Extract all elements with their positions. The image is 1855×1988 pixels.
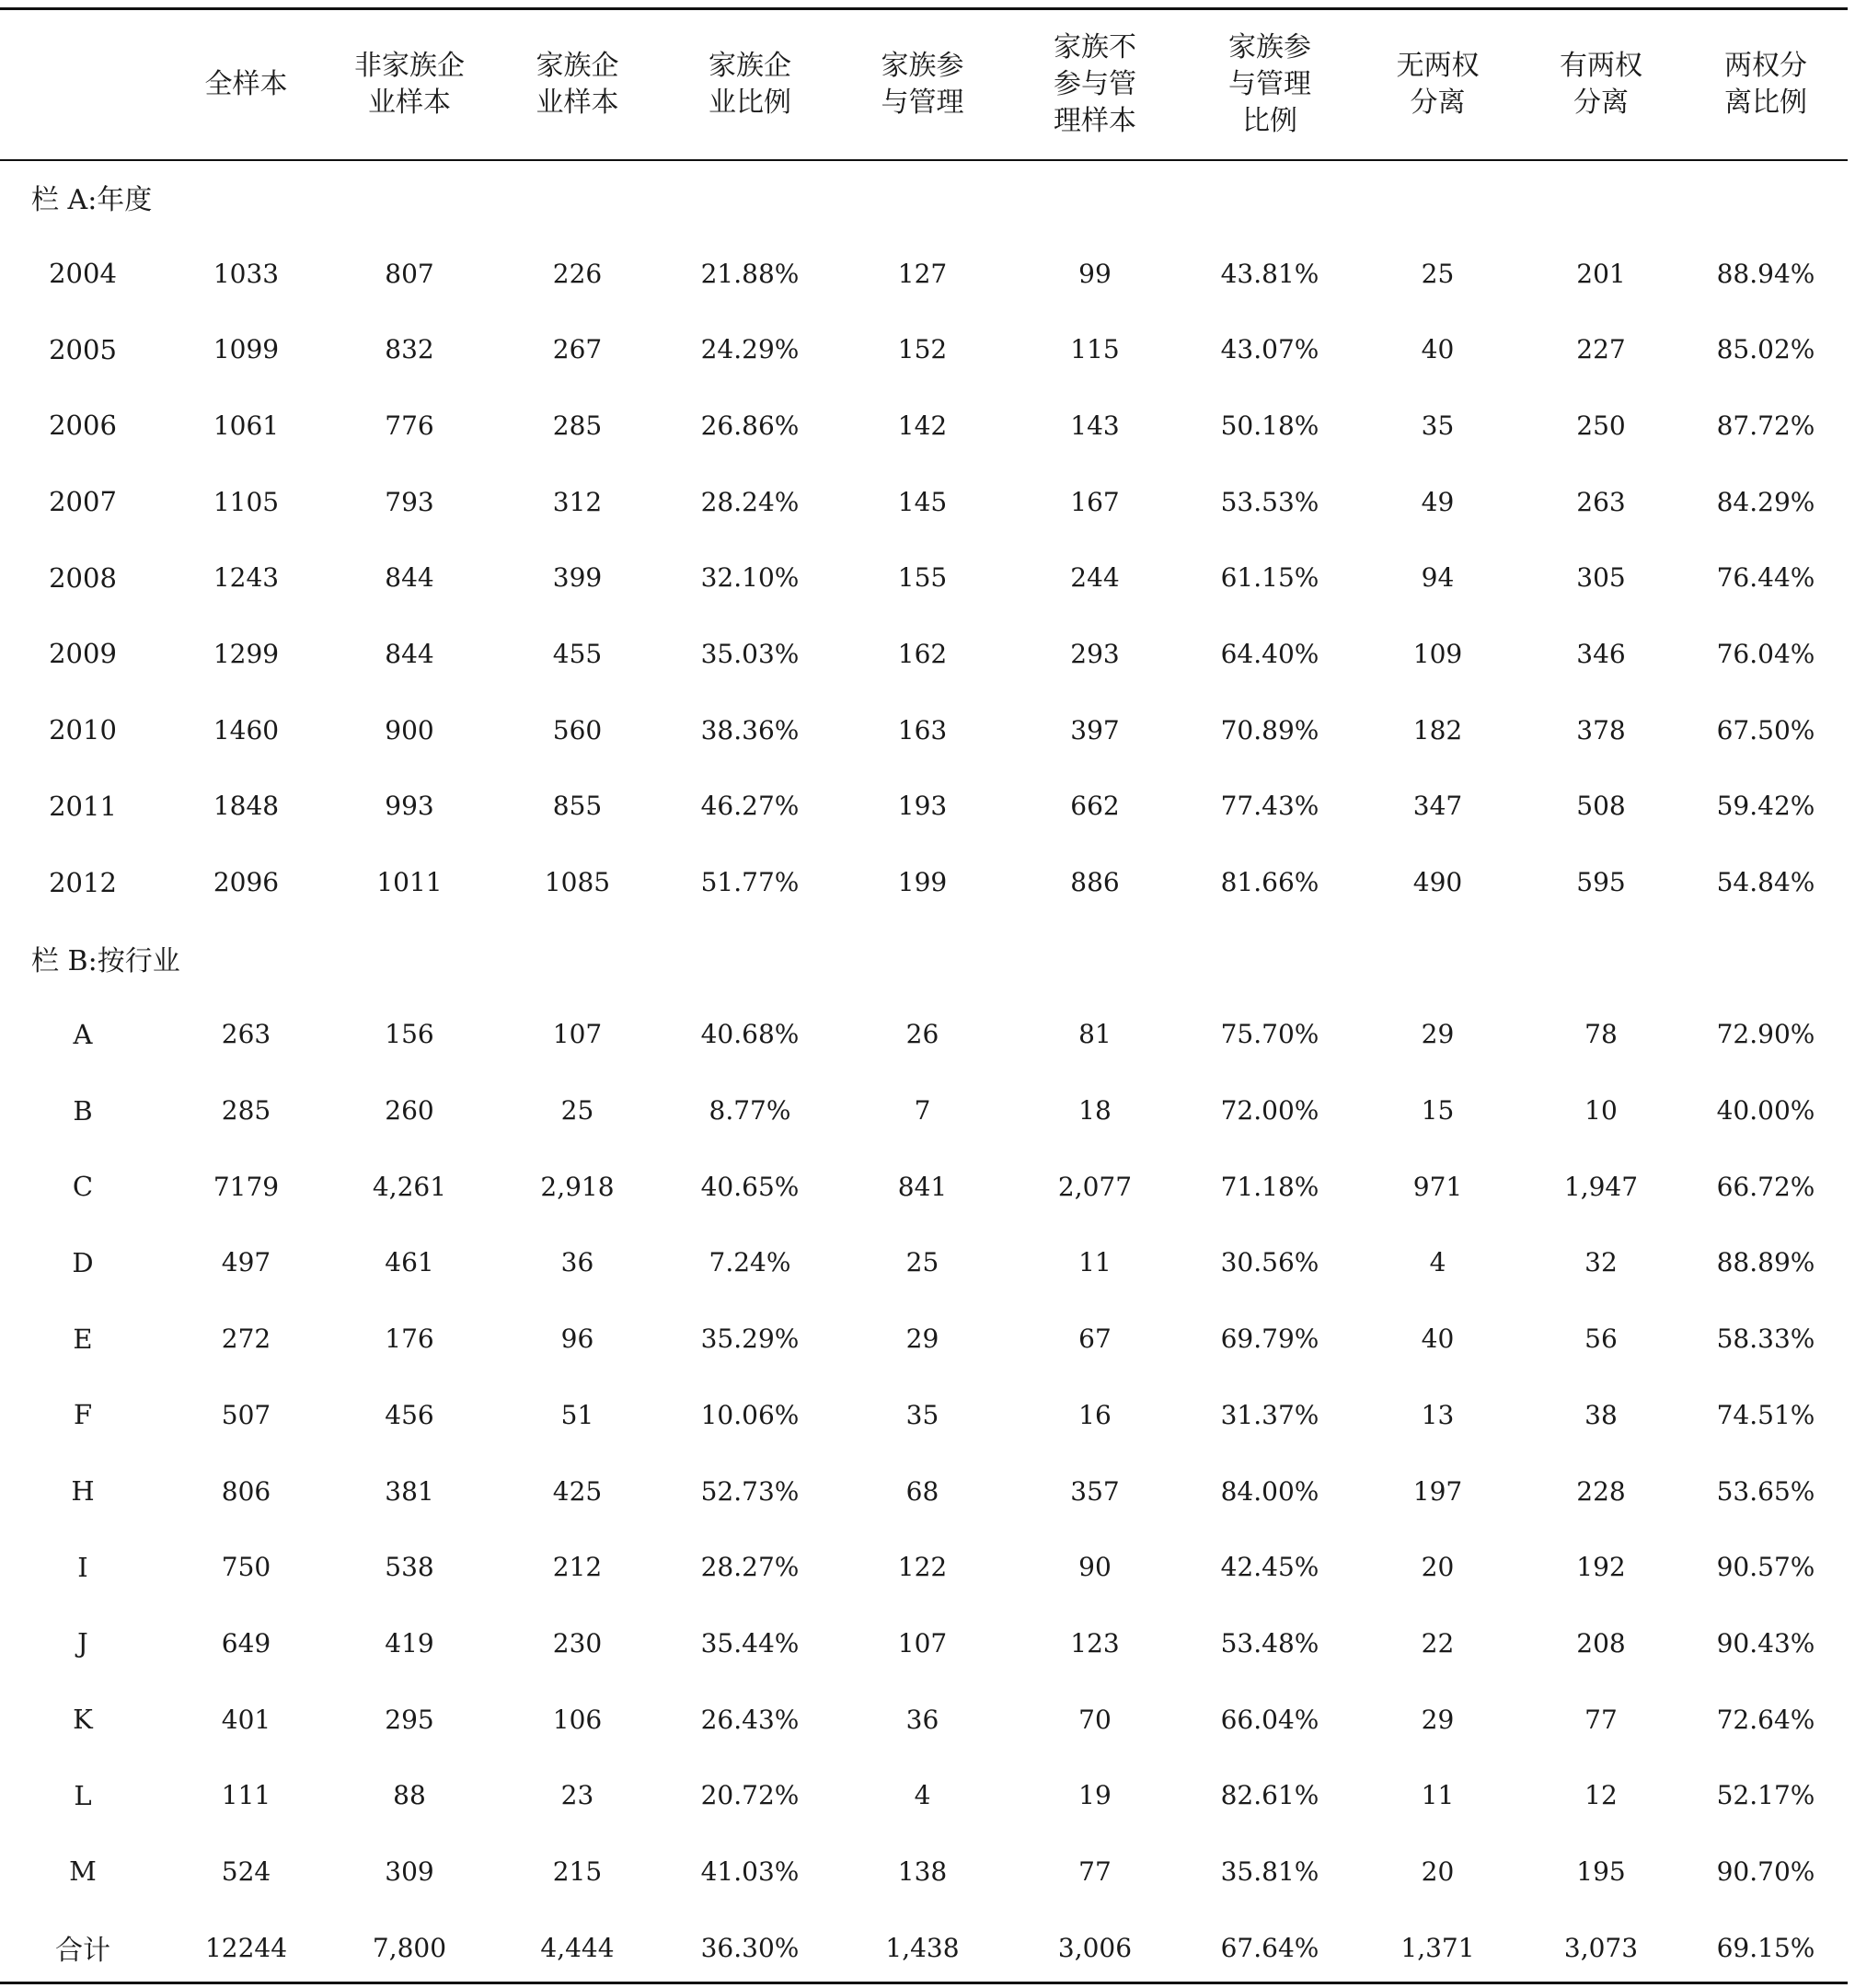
table-cell: 182: [1412, 714, 1463, 746]
table-cell: 22: [1421, 1627, 1455, 1659]
table-row: [0, 387, 1848, 464]
table-row: [0, 1833, 1848, 1910]
table-cell: 94: [1421, 562, 1455, 594]
total-row: [0, 1910, 1848, 1986]
table-cell: 993: [385, 791, 434, 822]
table-cell: 75.70%: [1220, 1019, 1319, 1050]
table-cell: 28.27%: [700, 1552, 800, 1583]
table-cell: 10.06%: [700, 1399, 800, 1430]
column-header-3: 家族企 业样本: [536, 50, 619, 119]
panel-b-title-row: [0, 920, 1848, 997]
table-cell: 295: [385, 1704, 434, 1735]
table-cell: 49: [1421, 486, 1455, 517]
column-header-8: 无两权 分离: [1396, 50, 1480, 119]
table-cell: 25: [905, 1247, 939, 1278]
table-cell: 455: [552, 638, 603, 669]
table-cell: 52.17%: [1716, 1780, 1815, 1811]
table-cell: 15: [1421, 1095, 1455, 1127]
table-row: [0, 1529, 1848, 1605]
table-cell: 1105: [213, 486, 280, 517]
table-row: [0, 1377, 1848, 1453]
table-cell: 1099: [213, 334, 280, 365]
table-cell: 67: [1078, 1323, 1112, 1355]
table-cell: 96: [560, 1323, 594, 1355]
table-cell: 38: [1584, 1399, 1618, 1430]
table-cell: 192: [1576, 1552, 1626, 1583]
column-header-2: 非家族企 业样本: [354, 50, 465, 119]
table-cell: 11: [1421, 1780, 1455, 1811]
table-cell: 176: [385, 1323, 434, 1355]
table-cell: 90.70%: [1716, 1855, 1815, 1887]
table-cell: 122: [897, 1552, 948, 1583]
table-cell: 886: [1070, 867, 1120, 898]
table-cell: 90: [1078, 1552, 1112, 1583]
table-cell: 77: [1584, 1704, 1618, 1735]
table-cell: 312: [552, 486, 603, 517]
table-cell: 419: [385, 1627, 434, 1659]
table-cell: 263: [1576, 486, 1626, 517]
table-cell: 260: [385, 1095, 434, 1127]
row-label: 2007: [49, 486, 117, 518]
row-label: J: [77, 1627, 88, 1659]
table-cell: 77: [1078, 1855, 1112, 1887]
table-cell: 50.18%: [1220, 410, 1319, 441]
table-cell: 58.33%: [1716, 1323, 1815, 1355]
table-cell: 1011: [376, 867, 443, 898]
panel-a-title-row: [0, 159, 1848, 236]
row-label: 2005: [49, 333, 117, 365]
table-cell: 1085: [544, 867, 611, 898]
table-cell: 52.73%: [700, 1475, 800, 1507]
table-cell: 35.81%: [1220, 1855, 1319, 1887]
table-cell: 88.89%: [1716, 1247, 1815, 1278]
table-cell: 226: [552, 258, 603, 289]
table-cell: 193: [897, 791, 948, 822]
table-cell: 7.24%: [709, 1247, 791, 1278]
table-cell: 227: [1576, 334, 1626, 365]
table-cell: 538: [385, 1552, 434, 1583]
table-cell: 401: [221, 1704, 271, 1735]
table-cell: 832: [385, 334, 434, 365]
row-label: 2009: [49, 638, 117, 670]
table-row: [0, 692, 1848, 769]
row-label: L: [74, 1779, 92, 1811]
table-cell: 461: [385, 1247, 434, 1278]
table-cell: 201: [1576, 258, 1626, 289]
table-cell: 844: [385, 638, 434, 669]
column-header-4: 家族企 业比例: [709, 50, 791, 119]
table-cell: 78: [1584, 1019, 1618, 1050]
table-cell: 347: [1412, 791, 1463, 822]
table-cell: 199: [897, 867, 948, 898]
table-cell: 61.15%: [1220, 562, 1319, 594]
row-label: C: [72, 1171, 94, 1203]
row-label: 2012: [49, 866, 117, 898]
table-cell: 68: [905, 1475, 939, 1507]
table-cell: 71.18%: [1220, 1171, 1319, 1202]
table-cell: 81: [1078, 1019, 1112, 1050]
table-cell: 3,006: [1057, 1932, 1133, 1963]
table-cell: 13: [1421, 1399, 1455, 1430]
table-cell: 250: [1576, 410, 1626, 441]
table-cell: 900: [385, 714, 434, 746]
table-cell: 69.15%: [1716, 1932, 1815, 1963]
table-cell: 145: [897, 486, 948, 517]
table-cell: 4,444: [540, 1932, 615, 1963]
row-label: M: [69, 1855, 97, 1888]
table-cell: 35: [1421, 410, 1455, 441]
table-row: [0, 464, 1848, 540]
table-cell: 53.48%: [1220, 1627, 1319, 1659]
table-cell: 26: [905, 1019, 939, 1050]
section-title: 栏 A:年度: [31, 184, 153, 217]
table-cell: 64.40%: [1220, 638, 1319, 669]
table-cell: 508: [1576, 791, 1626, 822]
table-cell: 1,438: [885, 1932, 960, 1963]
table-row: [0, 997, 1848, 1073]
table-cell: 285: [552, 410, 603, 441]
table-cell: 285: [221, 1095, 271, 1127]
table-cell: 3,073: [1563, 1932, 1639, 1963]
table-cell: 51: [560, 1399, 594, 1430]
table-cell: 1,947: [1563, 1171, 1639, 1202]
table-cell: 74.51%: [1716, 1399, 1815, 1430]
table-cell: 7179: [213, 1171, 280, 1202]
table-body: [0, 159, 1848, 1986]
table-row: [0, 1072, 1848, 1149]
table-cell: 43.81%: [1220, 258, 1319, 289]
table-cell: 2,077: [1057, 1171, 1133, 1202]
table-cell: 70.89%: [1220, 714, 1319, 746]
table-row: [0, 1149, 1848, 1225]
table-cell: 230: [552, 1627, 603, 1659]
table-row: [0, 1453, 1848, 1530]
table-cell: 82.61%: [1220, 1780, 1319, 1811]
row-label: 2010: [49, 714, 117, 746]
table-cell: 70: [1078, 1704, 1112, 1735]
table-cell: 84.00%: [1220, 1475, 1319, 1507]
table-cell: 293: [1070, 638, 1120, 669]
table-header: [0, 10, 1848, 159]
row-label: 2006: [49, 410, 117, 442]
table-cell: 195: [1576, 1855, 1626, 1887]
row-label: E: [73, 1323, 93, 1355]
table-row: [0, 311, 1848, 387]
table-row: [0, 236, 1848, 312]
row-label: F: [73, 1399, 93, 1431]
table-cell: 36.30%: [700, 1932, 800, 1963]
table-row: [0, 1225, 1848, 1301]
table-cell: 85.02%: [1716, 334, 1815, 365]
table-cell: 109: [1412, 638, 1463, 669]
table-cell: 855: [552, 791, 603, 822]
table-cell: 162: [897, 638, 948, 669]
table-cell: 1033: [213, 258, 280, 289]
statistics-table: [0, 10, 1848, 1986]
table-cell: 25: [1421, 258, 1455, 289]
table-cell: 16: [1078, 1399, 1112, 1430]
table-cell: 524: [221, 1855, 271, 1887]
table-cell: 357: [1070, 1475, 1120, 1507]
table-cell: 793: [385, 486, 434, 517]
table-row: [0, 844, 1848, 920]
table-cell: 21.88%: [700, 258, 800, 289]
table-cell: 76.44%: [1716, 562, 1815, 594]
table-cell: 1299: [213, 638, 280, 669]
table-cell: 167: [1070, 486, 1120, 517]
table-cell: 32.10%: [700, 562, 800, 594]
table-cell: 152: [897, 334, 948, 365]
table-cell: 107: [897, 1627, 948, 1659]
table-cell: 844: [385, 562, 434, 594]
table-cell: 40: [1421, 1323, 1455, 1355]
table-cell: 88: [393, 1780, 426, 1811]
table-cell: 2,918: [540, 1171, 615, 1202]
table-cell: 81.66%: [1220, 867, 1319, 898]
row-label: 2011: [49, 790, 117, 822]
table-cell: 67.50%: [1716, 714, 1815, 746]
table-cell: 36: [905, 1704, 939, 1735]
table-cell: 212: [552, 1552, 603, 1583]
table-cell: 66.72%: [1716, 1171, 1815, 1202]
table-cell: 38.36%: [700, 714, 800, 746]
column-header-9: 有两权 分离: [1560, 50, 1642, 119]
table-cell: 11: [1078, 1247, 1112, 1278]
table-cell: 776: [385, 410, 434, 441]
table-cell: 397: [1070, 714, 1120, 746]
table-cell: 208: [1576, 1627, 1626, 1659]
table-cell: 77.43%: [1220, 791, 1319, 822]
table-cell: 123: [1070, 1627, 1120, 1659]
table-cell: 28.24%: [700, 486, 800, 517]
table-cell: 649: [221, 1627, 271, 1659]
table-cell: 42.45%: [1220, 1552, 1319, 1583]
table-row: [0, 616, 1848, 692]
table-cell: 8.77%: [709, 1095, 791, 1127]
table-row: [0, 1300, 1848, 1377]
row-label: H: [71, 1475, 95, 1508]
table-cell: 971: [1412, 1171, 1463, 1202]
table-cell: 88.94%: [1716, 258, 1815, 289]
table-cell: 56: [1584, 1323, 1618, 1355]
row-label: D: [72, 1246, 94, 1278]
table-cell: 244: [1070, 562, 1120, 594]
table-cell: 18: [1078, 1095, 1112, 1127]
table-cell: 40.00%: [1716, 1095, 1815, 1127]
table-cell: 399: [552, 562, 603, 594]
table-cell: 87.72%: [1716, 410, 1815, 441]
table-cell: 806: [221, 1475, 271, 1507]
table-cell: 35.29%: [700, 1323, 800, 1355]
table-row: [0, 1757, 1848, 1833]
table-cell: 4,261: [372, 1171, 447, 1202]
table-cell: 1460: [213, 714, 280, 746]
table-cell: 662: [1070, 791, 1120, 822]
table-cell: 41.03%: [700, 1855, 800, 1887]
column-header-6: 家族不 参与管 理样本: [1054, 31, 1136, 137]
table-row: [0, 539, 1848, 616]
table-cell: 346: [1576, 638, 1626, 669]
row-label: K: [73, 1704, 93, 1736]
table-cell: 1243: [213, 562, 280, 594]
table-cell: 111: [221, 1780, 271, 1811]
table-cell: 40.68%: [700, 1019, 800, 1050]
row-label: I: [77, 1551, 88, 1583]
table-cell: 197: [1412, 1475, 1463, 1507]
table-cell: 35: [905, 1399, 939, 1430]
row-label: B: [73, 1094, 93, 1127]
table-cell: 10: [1584, 1095, 1618, 1127]
table-cell: 12244: [204, 1932, 288, 1963]
table-cell: 67.64%: [1220, 1932, 1319, 1963]
table-cell: 69.79%: [1220, 1323, 1319, 1355]
table-cell: 20.72%: [700, 1780, 800, 1811]
table-cell: 7: [914, 1095, 931, 1127]
table-cell: 595: [1576, 867, 1626, 898]
table-cell: 7,800: [372, 1932, 447, 1963]
table-cell: 115: [1070, 334, 1120, 365]
table-cell: 156: [385, 1019, 434, 1050]
table-cell: 560: [552, 714, 603, 746]
table-cell: 507: [221, 1399, 271, 1430]
table-cell: 76.04%: [1716, 638, 1815, 669]
table-cell: 750: [221, 1552, 271, 1583]
table-row: [0, 1682, 1848, 1758]
table-cell: 26.86%: [700, 410, 800, 441]
table-cell: 138: [897, 1855, 948, 1887]
table-cell: 497: [221, 1247, 271, 1278]
table-cell: 155: [897, 562, 948, 594]
table-cell: 46.27%: [700, 791, 800, 822]
table-cell: 107: [552, 1019, 603, 1050]
table-cell: 53.53%: [1220, 486, 1319, 517]
column-header-7: 家族参 与管理 比例: [1228, 31, 1311, 137]
table-cell: 4: [1429, 1247, 1446, 1278]
table-cell: 4: [914, 1780, 931, 1811]
table-cell: 26.43%: [700, 1704, 800, 1735]
table-cell: 54.84%: [1716, 867, 1815, 898]
table-cell: 142: [897, 410, 948, 441]
table-cell: 51.77%: [700, 867, 800, 898]
table-cell: 99: [1078, 258, 1112, 289]
table-cell: 20: [1421, 1552, 1455, 1583]
table-cell: 31.37%: [1220, 1399, 1319, 1430]
column-header-0: [0, 10, 166, 159]
table-cell: 40: [1421, 334, 1455, 365]
table-cell: 807: [385, 258, 434, 289]
column-header-5: 家族参 与管理: [881, 50, 964, 119]
table-cell: 841: [897, 1171, 948, 1202]
table-cell: 305: [1576, 562, 1626, 594]
table-cell: 35.44%: [700, 1627, 800, 1659]
table-cell: 72.90%: [1716, 1019, 1815, 1050]
table-cell: 490: [1412, 867, 1463, 898]
table-row: [0, 769, 1848, 845]
table-cell: 20: [1421, 1855, 1455, 1887]
column-header-10: 两权分 离比例: [1724, 50, 1807, 119]
table-cell: 228: [1576, 1475, 1626, 1507]
table-cell: 127: [897, 258, 948, 289]
table-cell: 106: [552, 1704, 603, 1735]
table-cell: 40.65%: [700, 1171, 800, 1202]
table-cell: 72.64%: [1716, 1704, 1815, 1735]
table-cell: 272: [221, 1323, 271, 1355]
table-cell: 36: [560, 1247, 594, 1278]
table-cell: 19: [1078, 1780, 1112, 1811]
table-cell: 30.56%: [1220, 1247, 1319, 1278]
table-cell: 456: [385, 1399, 434, 1430]
table-cell: 12: [1584, 1780, 1618, 1811]
table-cell: 43.07%: [1220, 334, 1319, 365]
row-label: 2004: [49, 258, 117, 290]
table-cell: 90.57%: [1716, 1552, 1815, 1583]
table-cell: 32: [1584, 1247, 1618, 1278]
table-cell: 381: [385, 1475, 434, 1507]
row-label: A: [73, 1018, 93, 1050]
table-cell: 425: [552, 1475, 603, 1507]
table-cell: 25: [560, 1095, 594, 1127]
table-cell: 1061: [213, 410, 280, 441]
table-cell: 59.42%: [1716, 791, 1815, 822]
table-cell: 23: [560, 1780, 594, 1811]
table-cell: 2096: [213, 867, 280, 898]
table-cell: 267: [552, 334, 603, 365]
table-cell: 53.65%: [1716, 1475, 1815, 1507]
table-cell: 1,371: [1400, 1932, 1475, 1963]
table-cell: 24.29%: [700, 334, 800, 365]
table-cell: 163: [897, 714, 948, 746]
row-label: 2008: [49, 561, 117, 594]
table-cell: 66.04%: [1220, 1704, 1319, 1735]
table-cell: 215: [552, 1855, 603, 1887]
table-cell: 29: [1421, 1019, 1455, 1050]
table-cell: 35.03%: [700, 638, 800, 669]
table-cell: 143: [1070, 410, 1120, 441]
table-cell: 29: [1421, 1704, 1455, 1735]
column-header-1: 全样本: [204, 68, 288, 100]
table-cell: 309: [385, 1855, 434, 1887]
table-cell: 263: [221, 1019, 271, 1050]
table-row: [0, 1605, 1848, 1682]
table-cell: 84.29%: [1716, 486, 1815, 517]
section-title: 栏 B:按行业: [31, 945, 180, 978]
table-cell: 90.43%: [1716, 1627, 1815, 1659]
header-row: [0, 10, 1848, 159]
table-cell: 1848: [213, 791, 280, 822]
table-cell: 72.00%: [1220, 1095, 1319, 1127]
row-label: 合计: [55, 1935, 110, 1968]
table-cell: 378: [1576, 714, 1626, 746]
table-cell: 29: [905, 1323, 939, 1355]
